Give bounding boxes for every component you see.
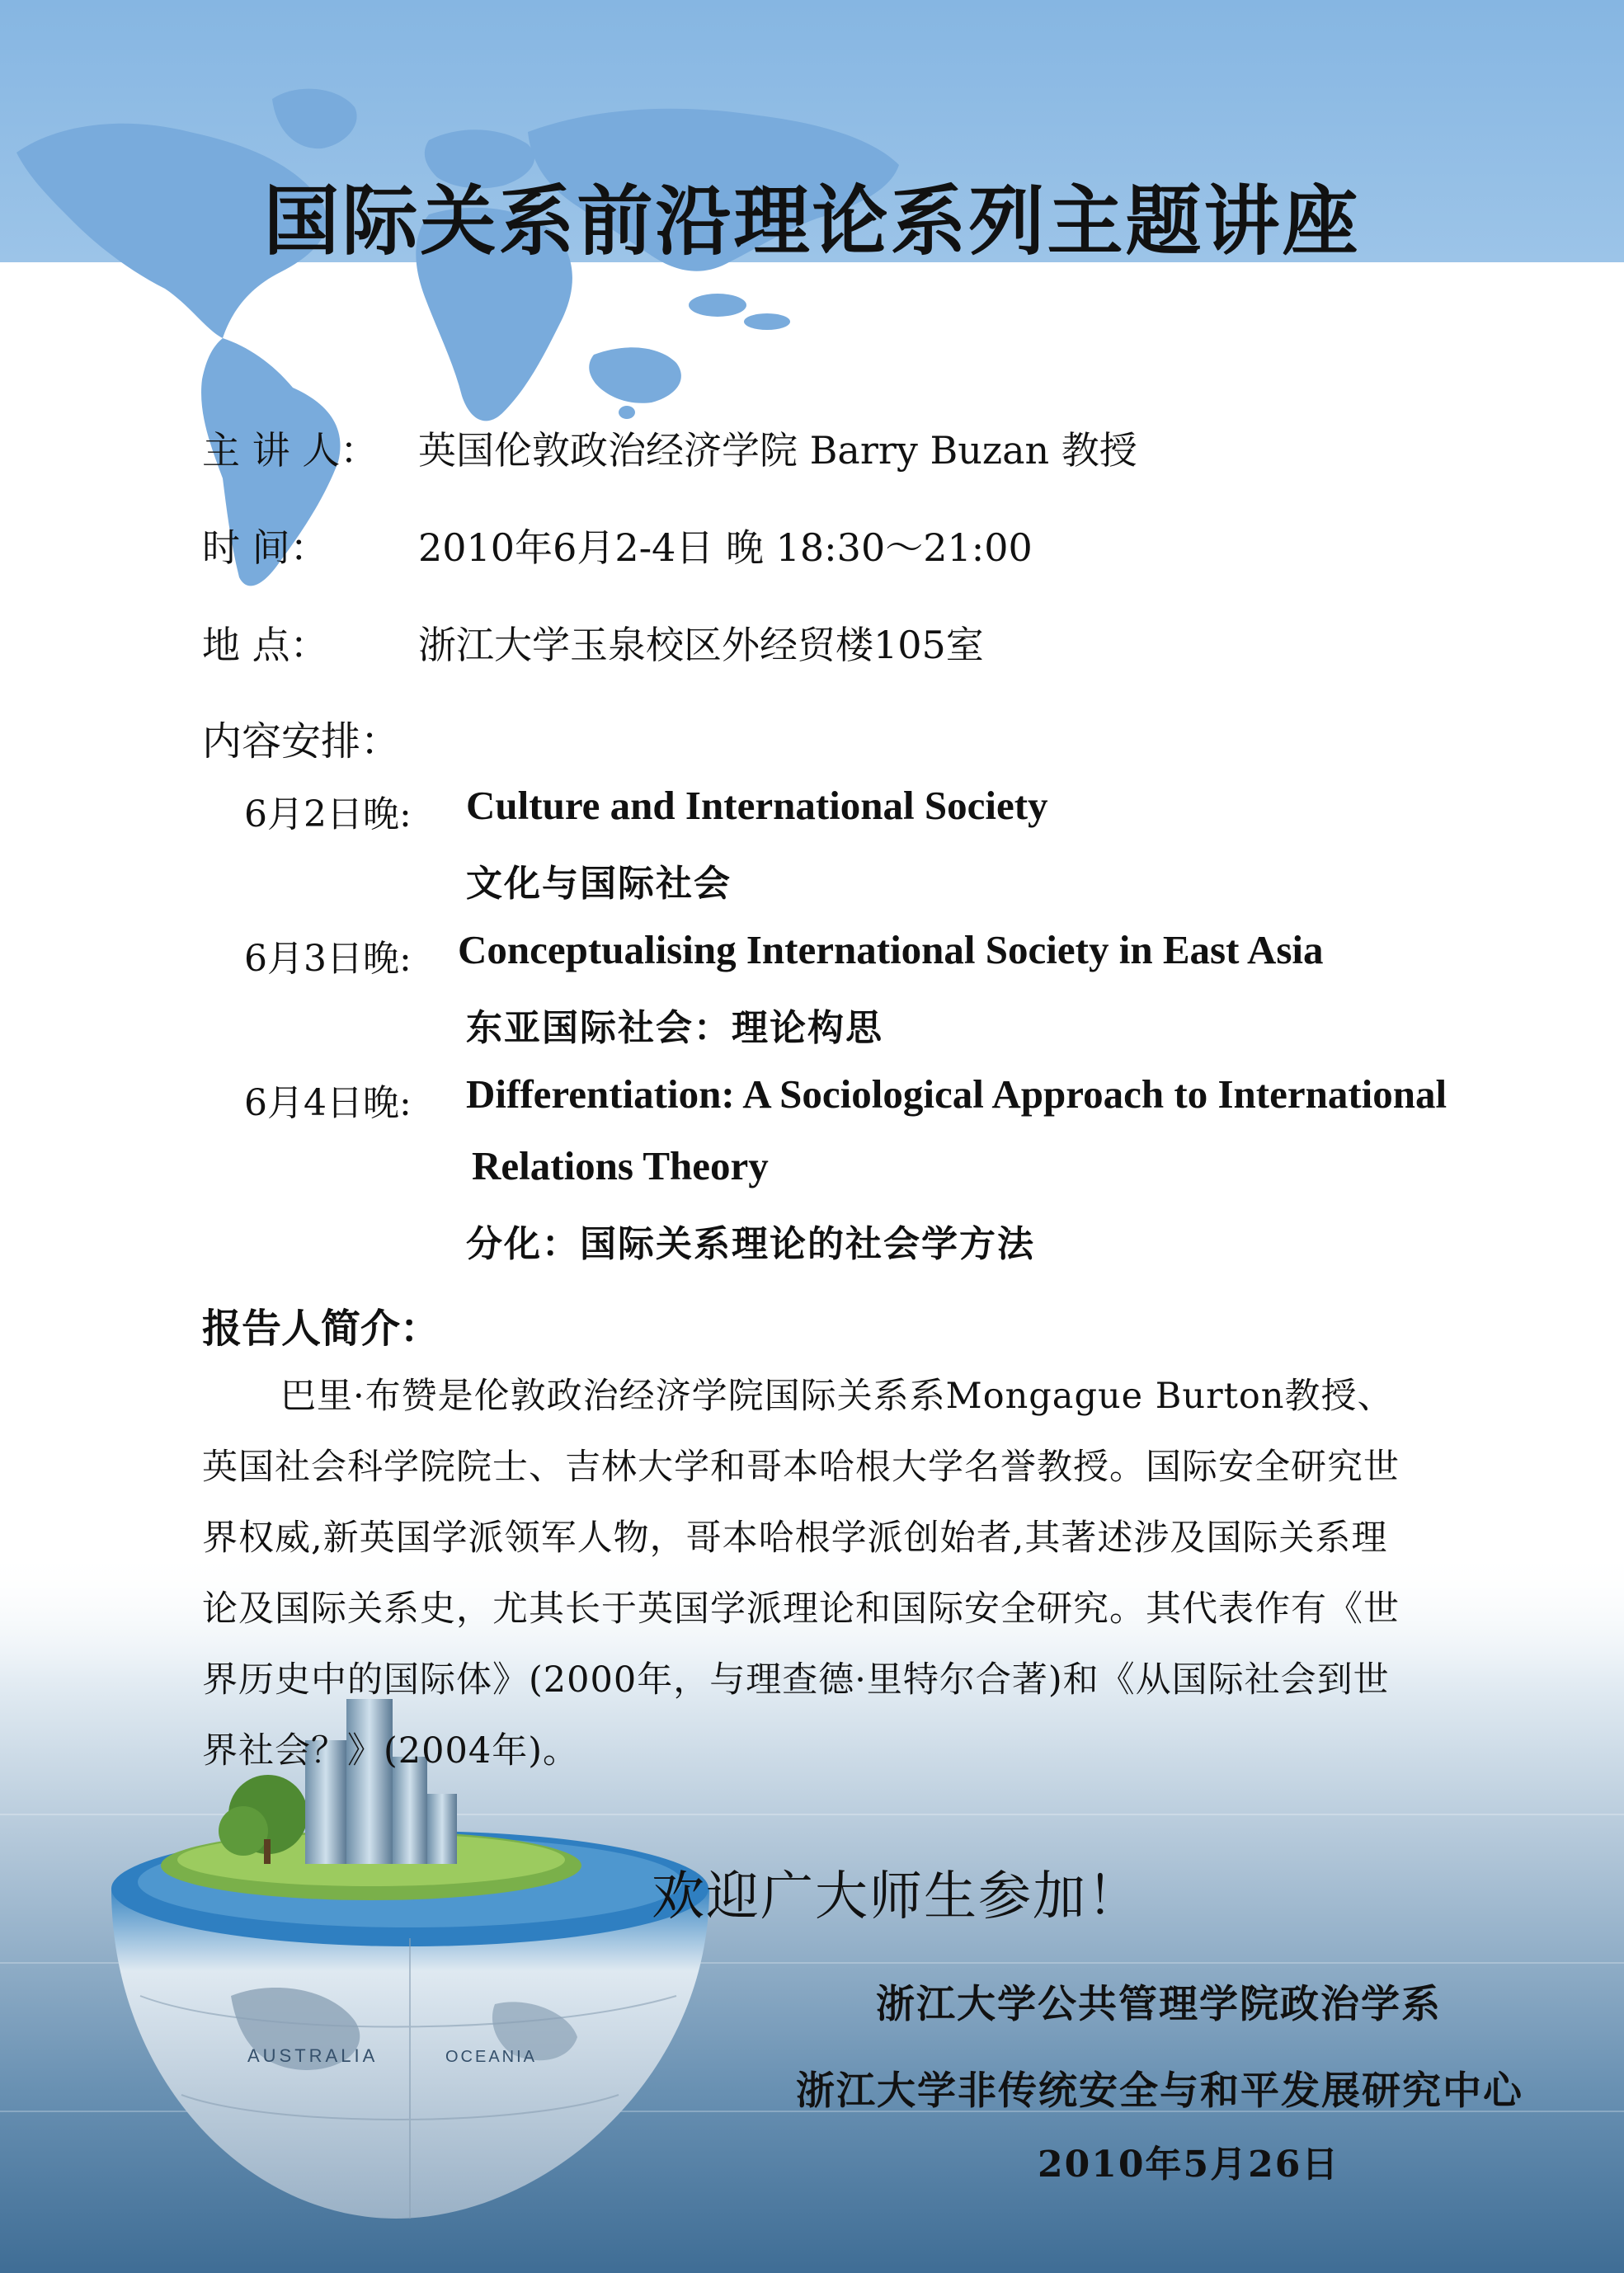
topic-chinese: 分化：国际关系理论的社会学方法 — [466, 1223, 1035, 1265]
schedule-date: 6月4日晚: — [244, 1082, 412, 1124]
place-label: 地 点： — [202, 623, 328, 667]
globe-label-oceania: OCEANIA — [445, 2048, 538, 2066]
topic-english: Differentiation: A Sociological Approach to International — [466, 1071, 1447, 1117]
welcome-text: 欢迎广大师生参加！ — [652, 1866, 1142, 1927]
time-label: 时 间： — [202, 525, 328, 570]
topic-english-cont: Relations Theory — [472, 1143, 769, 1188]
organizer-1: 浙江大学公共管理学院政治学系 — [876, 1982, 1442, 2027]
schedule-date: 6月2日晚: — [244, 793, 412, 835]
topic-chinese: 东亚国际社会：理论构思 — [466, 1007, 883, 1049]
place-row — [202, 615, 984, 670]
speaker-row — [202, 421, 1137, 475]
place-value: 浙江大学玉泉校区外经贸楼105室 — [418, 623, 984, 667]
speaker-value: 英国伦敦政治经济学院 Barry Buzan 教授 — [418, 428, 1137, 473]
schedule-date: 6月3日晚: — [244, 938, 412, 980]
topic-chinese: 文化与国际社会 — [466, 863, 732, 905]
time-row — [202, 518, 1033, 572]
speaker-label: 主 讲 人： — [202, 428, 379, 473]
organizer-2: 浙江大学非传统安全与和平发展研究中心 — [796, 2068, 1523, 2114]
bio-text: 巴里·布赞是伦敦政治经济学院国际关系系Mongague Burton教授、英国社会科学院院士、吉林大学和哥本哈根大学名誉教授。国际安全研究世界权威,新英国学派领军人物，哥本哈根学派创始者,其著述涉及国际关系理论及国际关系史，尤其长于英国学派理论和国际安全研究。其代表作有《世界历史中的国际体》(2000年，与理查德·里特尔合著)和《从国际社会到世界社会？》(2004年)。 — [202, 1376, 1400, 1772]
time-value: 2010年6月2-4日 晚 18:30～21:00 — [418, 525, 1033, 570]
topic-english: Conceptualising International Society in East Asia — [458, 927, 1324, 972]
topic-english: Culture and International Society — [466, 783, 1048, 828]
globe-label-australia: AUSTRALIA — [247, 2045, 379, 2066]
issue-date: 2010年5月26日 — [1038, 2144, 1340, 2186]
page-title: 国际关系前沿理论系列主题讲座 — [263, 177, 1361, 266]
bio-heading: 报告人简介： — [202, 1306, 440, 1352]
schedule-heading: 内容安排： — [202, 718, 401, 765]
